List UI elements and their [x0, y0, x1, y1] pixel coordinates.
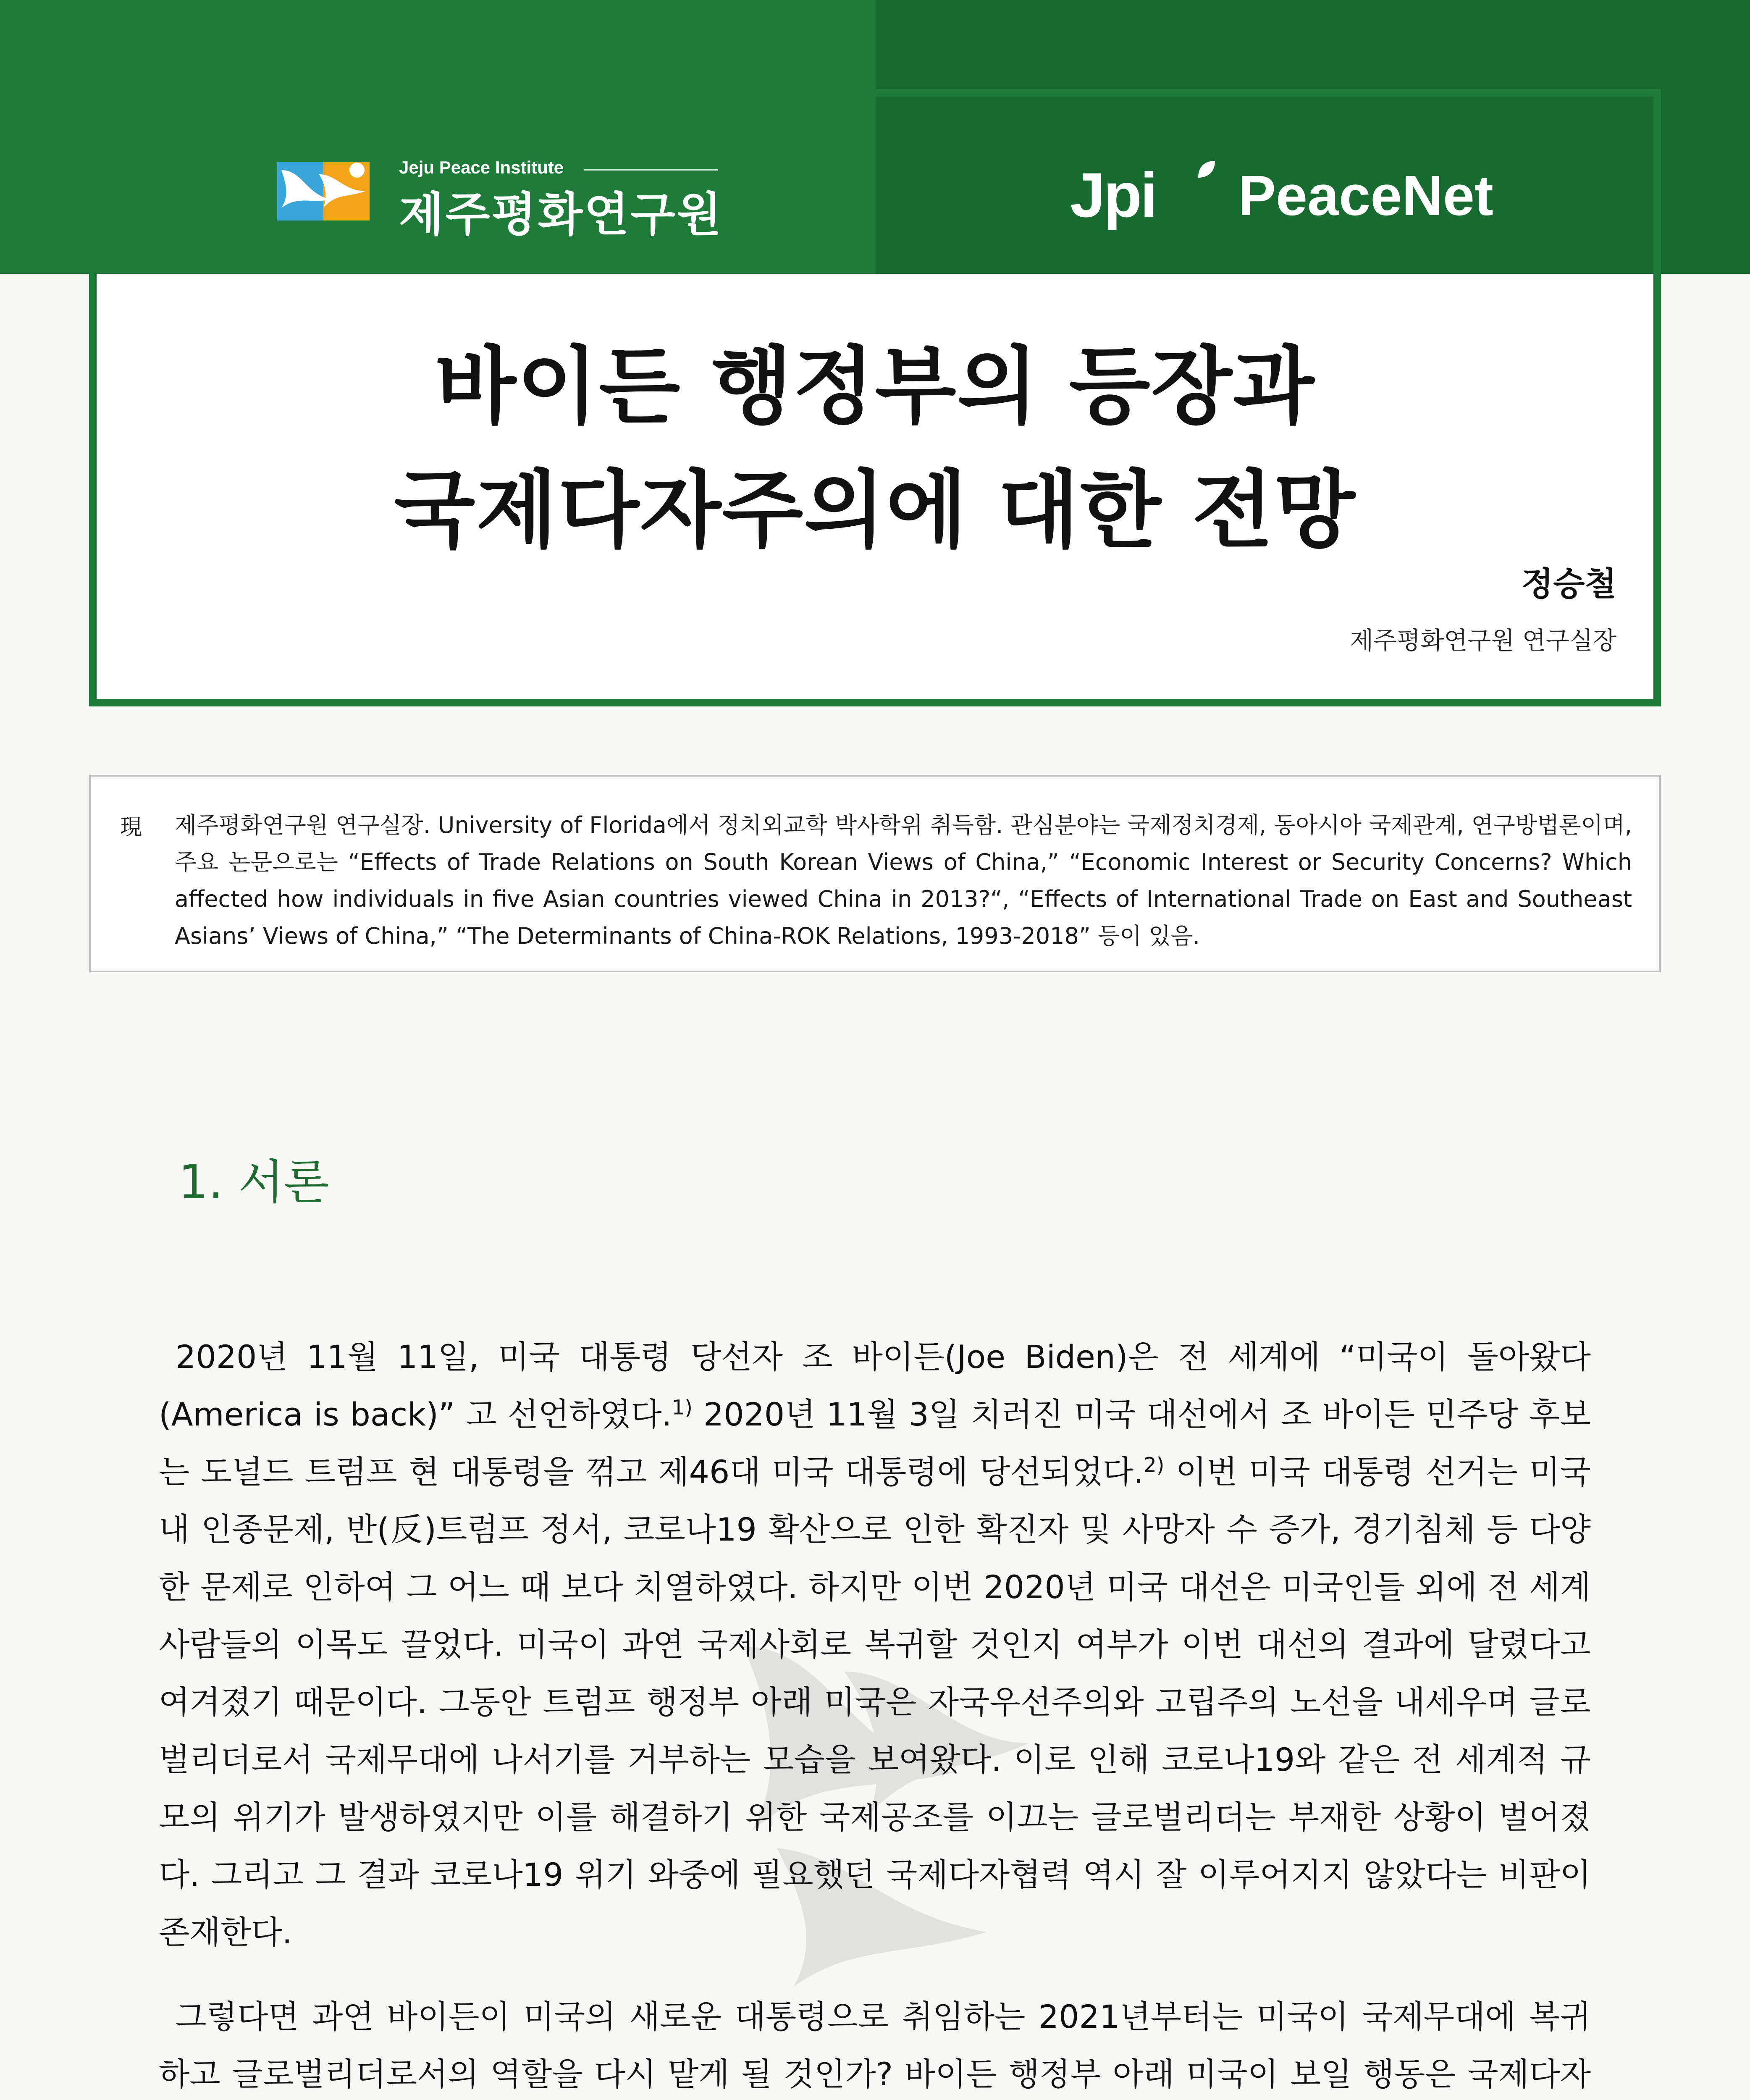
institute-name-en: Jeju Peace Institute: [399, 158, 564, 177]
birds-logo-icon: [273, 145, 374, 229]
footnote-ref-2[interactable]: 2): [1144, 1453, 1165, 1477]
paragraph-1-text-b: 2020년 11월 3일 치러진 미국 대선에서 조 바이든 민주당 후보는 도널드 트럼프 현 대통령을 꺾고 제46대 미국 대통령에 당선되었다.: [159, 1396, 1591, 1491]
body-paragraph-1: [159, 1328, 1591, 1961]
author-bio-box: [89, 775, 1661, 972]
leaf-icon: [1196, 159, 1217, 180]
author-affiliation: 제주평화연구원 연구실장: [1350, 626, 1616, 655]
footnote-ref-1[interactable]: 1): [672, 1396, 693, 1420]
page-title-line-2: 국제다자주의에 대한 전망: [394, 462, 1356, 559]
section-heading: 1. 서론: [178, 1155, 329, 1210]
jpi-mark: Jpi: [1070, 160, 1156, 230]
peacenet-wordmark: PeaceNet: [1238, 164, 1493, 227]
paragraph-1-text-c: 이번 미국 대통령 선거는 미국 내 인종문제, 반(反)트럼프 정서, 코로나19 확산으로 인한 확진자 및 사망자 수 증가, 경기침체 등 다양한 문제로 인하여 그 어느 때 보다 치열하였다. 하지만 이번 2020년 미국 대선은 미국인들 외에 전 세계사람들의 이목도 끌었다. 미국이 과연 국제사회로 복귀할 것인지 여부가 이번 대선의 결과에 달렸다고 여겨졌기 때문이다. 그동안 트럼프 행정부 아래 미국은 자국우선주의와 고립주의 노선을 내세우며 글로벌리더로서 국제무대에 나서기를 거부하는 모습을 보여왔다. 이로 인해 코로나19와 같은 전 세계적 규모의 위기가 발생하였지만 이를 해결하기 위한 국제공조를 이끄는 글로벌리더는 부재한 상황이 벌어졌다. 그리고 그 결과 코로나19 위기 와중에 필요했던 국제다자협력 역시 잘 이루어지지 않았다는 비판이 존재한다.: [159, 1453, 1591, 1951]
page-title-line-1: 바이든 행정부의 등장과: [435, 338, 1315, 436]
author-bio-text: 제주평화연구원 연구실장. University of Florida에서 정치외교학 박사학위 취득함. 관심분야는 국제정치경제, 동아시아 국제관계, 연구방법론이며, 주요 논문으로는 “Effects of Trade Relations on South Korean Views of China,” “Economic Interest or Security Concerns? Which affected how individuals in five Asian countries viewed China in 2013?“, “Effects of International Trade on East and Southeast Asians’ Views of China,” “The Determinants of China-ROK Relations, 1993-2018” 등이 있음.: [175, 812, 1632, 949]
paragraph-1-text-a: 2020년 11월 11일, 미국 대통령 당선자 조 바이든(Joe Biden)은 전 세계에 “미국이 돌아왔다(America is back)” 고 선언하였다.: [159, 1338, 1591, 1433]
author-name: 정승철: [1521, 565, 1616, 603]
bio-current-mark: 現: [120, 815, 142, 840]
body-paragraph-2: 그렇다면 과연 바이든이 미국의 새로운 대통령으로 취임하는 2021년부터는 미국이 국제무대에 복귀하고 글로벌리더로서의 역할을 다시 맡게 될 것인가? 바이든 행정부 아래 미국이 보일 행동은 국제다자: [159, 1998, 1591, 2093]
institute-name-ko: 제주평화연구원: [399, 188, 723, 242]
logo-divider: [584, 169, 718, 171]
